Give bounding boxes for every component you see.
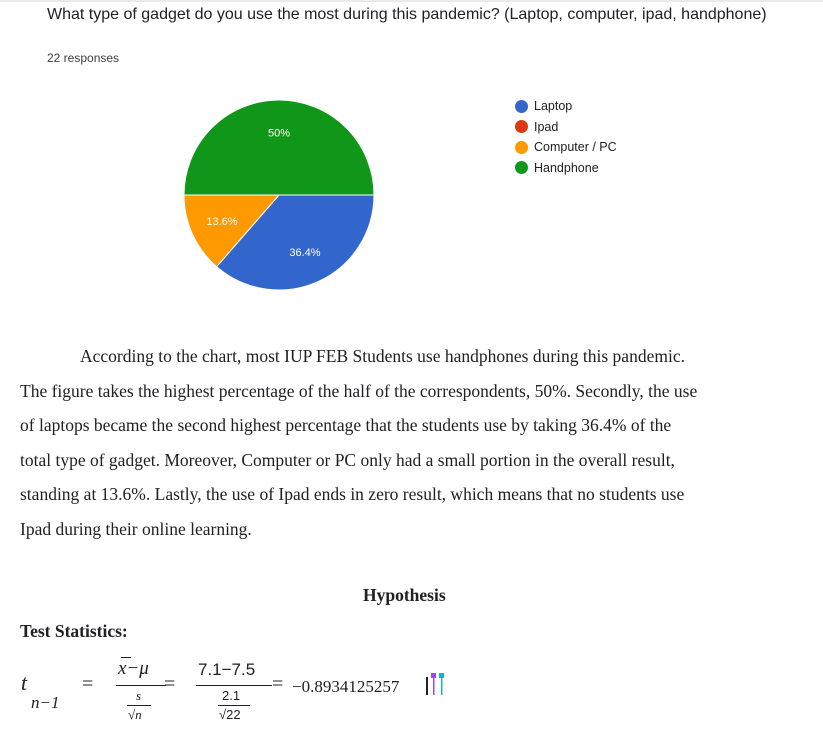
- legend-label: Handphone: [534, 160, 599, 175]
- legend-item-ipad: [515, 117, 617, 138]
- pie-data-label: 50%: [267, 127, 291, 140]
- legend-item-computer: [515, 137, 617, 158]
- cursor-marker-icon: [426, 671, 456, 697]
- pie-data-label: 36.4%: [289, 247, 321, 260]
- formula-denominator-2-n: √22: [219, 707, 241, 722]
- formula-equals: =: [164, 673, 176, 695]
- legend-item-laptop: [515, 96, 617, 117]
- paragraph-line: Ipad during their online learning.: [20, 518, 252, 539]
- formula-numerator-2: 7.1−7.5: [198, 660, 256, 679]
- formula-equals: =: [82, 673, 94, 695]
- fraction-bar-1: [116, 685, 166, 686]
- paragraph-line: of laptops became the second highest percentage that the students use by taking 36.4% of the: [20, 415, 672, 435]
- legend-label: Computer / PC: [534, 140, 617, 155]
- fraction-bar-2: [196, 685, 272, 686]
- hypothesis-heading: Hypothesis: [363, 585, 446, 605]
- paragraph-line: total type of gadget. Moreover, Computer or PC only had a small portion in the overall result,: [20, 449, 675, 470]
- response-count: 22 responses: [47, 51, 120, 65]
- pie-data-label: 13.6%: [206, 215, 238, 228]
- fraction-bar-2b: [218, 705, 250, 706]
- legend-label: Laptop: [534, 99, 573, 114]
- legend-label: Ipad: [534, 119, 559, 134]
- formula-result: −0.8934125257: [292, 677, 400, 696]
- formula-t: t: [21, 670, 28, 695]
- legend-swatch: [515, 120, 528, 133]
- analysis-paragraph: [20, 339, 810, 546]
- formula-numerator-1: x−μ: [118, 658, 149, 679]
- question-title: What type of gadget do you use the most during this pandemic? (Laptop, computer, ipad, handphone): [47, 6, 767, 23]
- fraction-bar-1b: [127, 705, 151, 706]
- legend-item-handphone: [515, 158, 617, 179]
- pie-chart: [0, 70, 823, 310]
- paragraph-line: According to the chart, most IUP FEB Students use handphones during this pandemic.: [80, 346, 685, 366]
- legend-swatch: [515, 161, 528, 174]
- legend-swatch: [515, 141, 528, 154]
- paragraph-line: standing at 13.6%. Lastly, the use of Ipad ends in zero result, which means that no students use: [20, 484, 685, 504]
- formula-denominator-1-n: √n: [128, 707, 142, 722]
- paragraph-line: The figure takes the highest percentage of the half of the correspondents, 50%. Secondly, the use: [20, 380, 698, 401]
- formula-equals: =: [272, 673, 284, 695]
- formula-denominator-1-s: s: [136, 688, 142, 703]
- test-statistics-heading: Test Statistics:: [20, 621, 128, 641]
- pie-slice-handphone: [184, 100, 374, 195]
- chart-legend: [515, 96, 617, 178]
- legend-swatch: [515, 100, 528, 113]
- formula-subscript: n−1: [31, 693, 60, 712]
- formula-denominator-2-s: 2.1: [222, 688, 241, 703]
